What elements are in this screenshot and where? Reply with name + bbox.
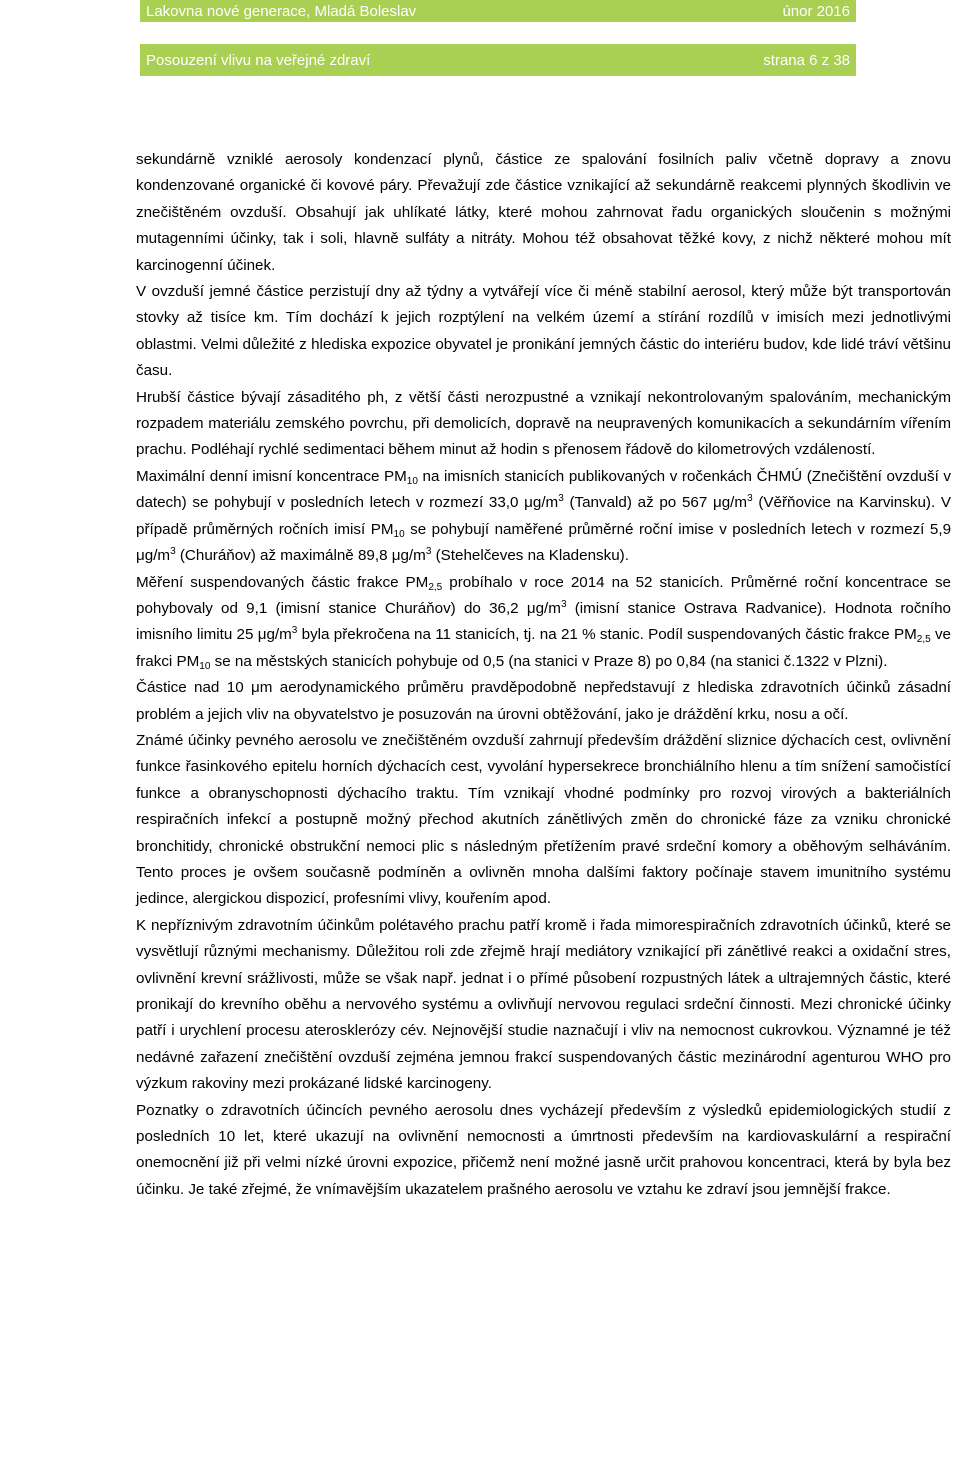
- paragraph-fine-particles-persistence: V ovzduší jemné částice perzistují dny až týdny a vytvářejí více či méně stabilní aerosol, který může být transportován stovky až tisíce km. Tím dochází k jejich rozptýlení na velkém území a stírání rozdílů v imisích mezi jednotlivými oblastmi. Velmi důležité z hlediska expozice obyvatel je pronikání jemných částic do interiéru budov, kde lidé tráví většinu času.: [136, 283, 951, 380]
- document-date: únor 2016: [782, 2, 850, 20]
- section-title: Posouzení vlivu na veřejné zdraví: [146, 51, 371, 69]
- paragraph-respiratory-effects: Známé účinky pevného aerosolu ve znečištěném ovzduší zahrnují především dráždění sliznice dýchacích cest, ovlivnění funkce řasinkového epitelu horních dýchacích cest, vyvolání hypersekrece bronchiálního hlenu a tím snížení samočistící funkce a obranyschopnosti dýchacího traktu. Tím vznikají vhodné podmínky pro rozvoj virových a bakteriálních respiračních infekcí a postupně možný přechod akutních zánětlivých změn do chronické fáze za vzniku chronické bronchitidy, chronické obstrukční nemoci plic s následným přetížením pravé srdeční komory a oběhovým selháváním. Tento proces je ovšem současně podmíněn a ovlivněn mnoha dalšími faktory počínaje stavem imunitního systému jedince, alergickou dispozicí, profesními vlivy, kouřením apod.: [136, 731, 951, 908]
- header-top-row: [140, 0, 856, 22]
- document-body: [136, 147, 951, 1203]
- header-bottom-row: [140, 44, 856, 76]
- page-header: [0, 0, 960, 80]
- paragraph-pm25-measurements: Měření suspendovaných částic frakce $PM_{2,5}$ probíhalo v roce 2014 na 52 stanicích. Průměrné roční koncentrace se pohybovaly od 9,1 (imisní stanice Churáňov) do 36,2 $\mu g/m^3$ (imisní stanice Ostrava Radvanice). Hodnota ročního imisního limitu 25 $\mu g/m^3$ byla překročena na 11 stanicích, tj. na 21 % stanic. Podíl suspendovaných částic frakce $PM_{2,5}$ ve frakci $PM_{10}$ se na městských stanicích pohybuje od 0,5 (na stanici v Praze 8) po 0,84 (na stanici č.1322 v Plzni).: [136, 573, 951, 672]
- paragraph-epidemiology: Poznatky o zdravotních účincích pevného aerosolu dnes vycházejí především z výsledků epidemiologických studií z posledních 10 let, které ukazují na ovlivnění nemocnosti a úmrtnosti především na kardiovaskulární a respirační onemocnění již při velmi nízké úrovni expozice, přičemž není možné jasně určit prahovou koncentraci, která by byla bez účinku. Je také zřejmé, že vnímavějším ukazatelem prašného aerosolu ve vztahu ke zdraví jsou jemnější frakce.: [136, 1101, 951, 1198]
- paragraph-fine-particles-sources: sekundárně vzniklé aerosoly kondenzací plynů, částice ze spalování fosilních paliv včetně dopravy a znovu kondenzované organické či kovové páry. Převažují zde částice vznikající až sekundárně reakcemi plynných škodlivin ve znečištěném ovzduší. Obsahují jak uhlíkaté látky, které mohou zahrnovat řadu organických sloučenin s možnými mutagenními účinky, tak i soli, hlavně sulfáty a nitráty. Mohou též obsahovat těžké kovy, z nichž některé mohou mít karcinogenní účinek.: [136, 151, 951, 274]
- paragraph-pm10-concentrations: Maximální denní imisní koncentrace $PM_{10}$ na imisních stanicích publikovaných v ročenkách ČHMÚ (Znečištění ovzduší v datech) se pohybují v posledních letech v rozmezí 33,0 $\mu g/m^3$ (Tanvald) až po 567 $\mu g/m^3$ (Věřňovice na Karvinsku). V případě průměrných ročních imisí $PM_{10}$ se pohybují naměřené průměrné roční imise v posledních letech v rozmezí 5,9 $\mu g/m^3$ (Churáňov) až maximálně 89,8 $\mu g/m^3$ (Stehelčeves na Kladensku).: [136, 467, 952, 565]
- paragraph-non-respiratory-effects: K nepříznivým zdravotním účinkům polétavého prachu patří kromě i řada mimorespiračních zdravotních účinků, které se vysvětlují různými mechanismy. Důležitou roli zde zřejmě hrají mediátory vznikající při zánětlivé reakci a oxidační stres, ovlivnění krevní srážlivosti, může se však např. jednat i o přímé působení rozpustných látek a ultrajemných částic, které pronikají do krevního oběhu a nervového systému a ovlivňují nervovou regulaci srdeční činnosti. Mezi chronické účinky patří i urychlení procesu aterosklerózy cév. Nejnovější studie naznačují i vliv na nemocnost cukrovkou. Významné je též nedávné zařazení znečištění ovzduší zejména jemnou frakcí suspendovaných částic mezinárodní agenturou WHO pro výzkum rakoviny mezi prokázané lidské karcinogeny.: [136, 916, 951, 1093]
- page-number: strana 6 z 38: [763, 51, 850, 69]
- document-title: Lakovna nové generace, Mladá Boleslav: [146, 2, 417, 20]
- paragraph-large-particles: Částice nad 10 μm aerodynamického průměru pravděpodobně nepředstavují z hlediska zdravotních účinků zásadní problém a jejich vliv na obyvatelstvo je posuzován na úrovni obtěžování, jako je dráždění krku, nosu a očí.: [136, 679, 951, 723]
- paragraph-coarse-particles: Hrubší částice bývají zásaditého ph, z větší části nerozpustné a vznikají nekontrolovaným spalováním, mechanickým rozpadem materiálu zemského povrchu, při demolicích, dopravě na neupravených komunikacích a sekundárním vířením prachu. Podléhají rychlé sedimentaci během minut až hodin s přenosem řádově do kilometrových vzdáleností.: [136, 388, 951, 459]
